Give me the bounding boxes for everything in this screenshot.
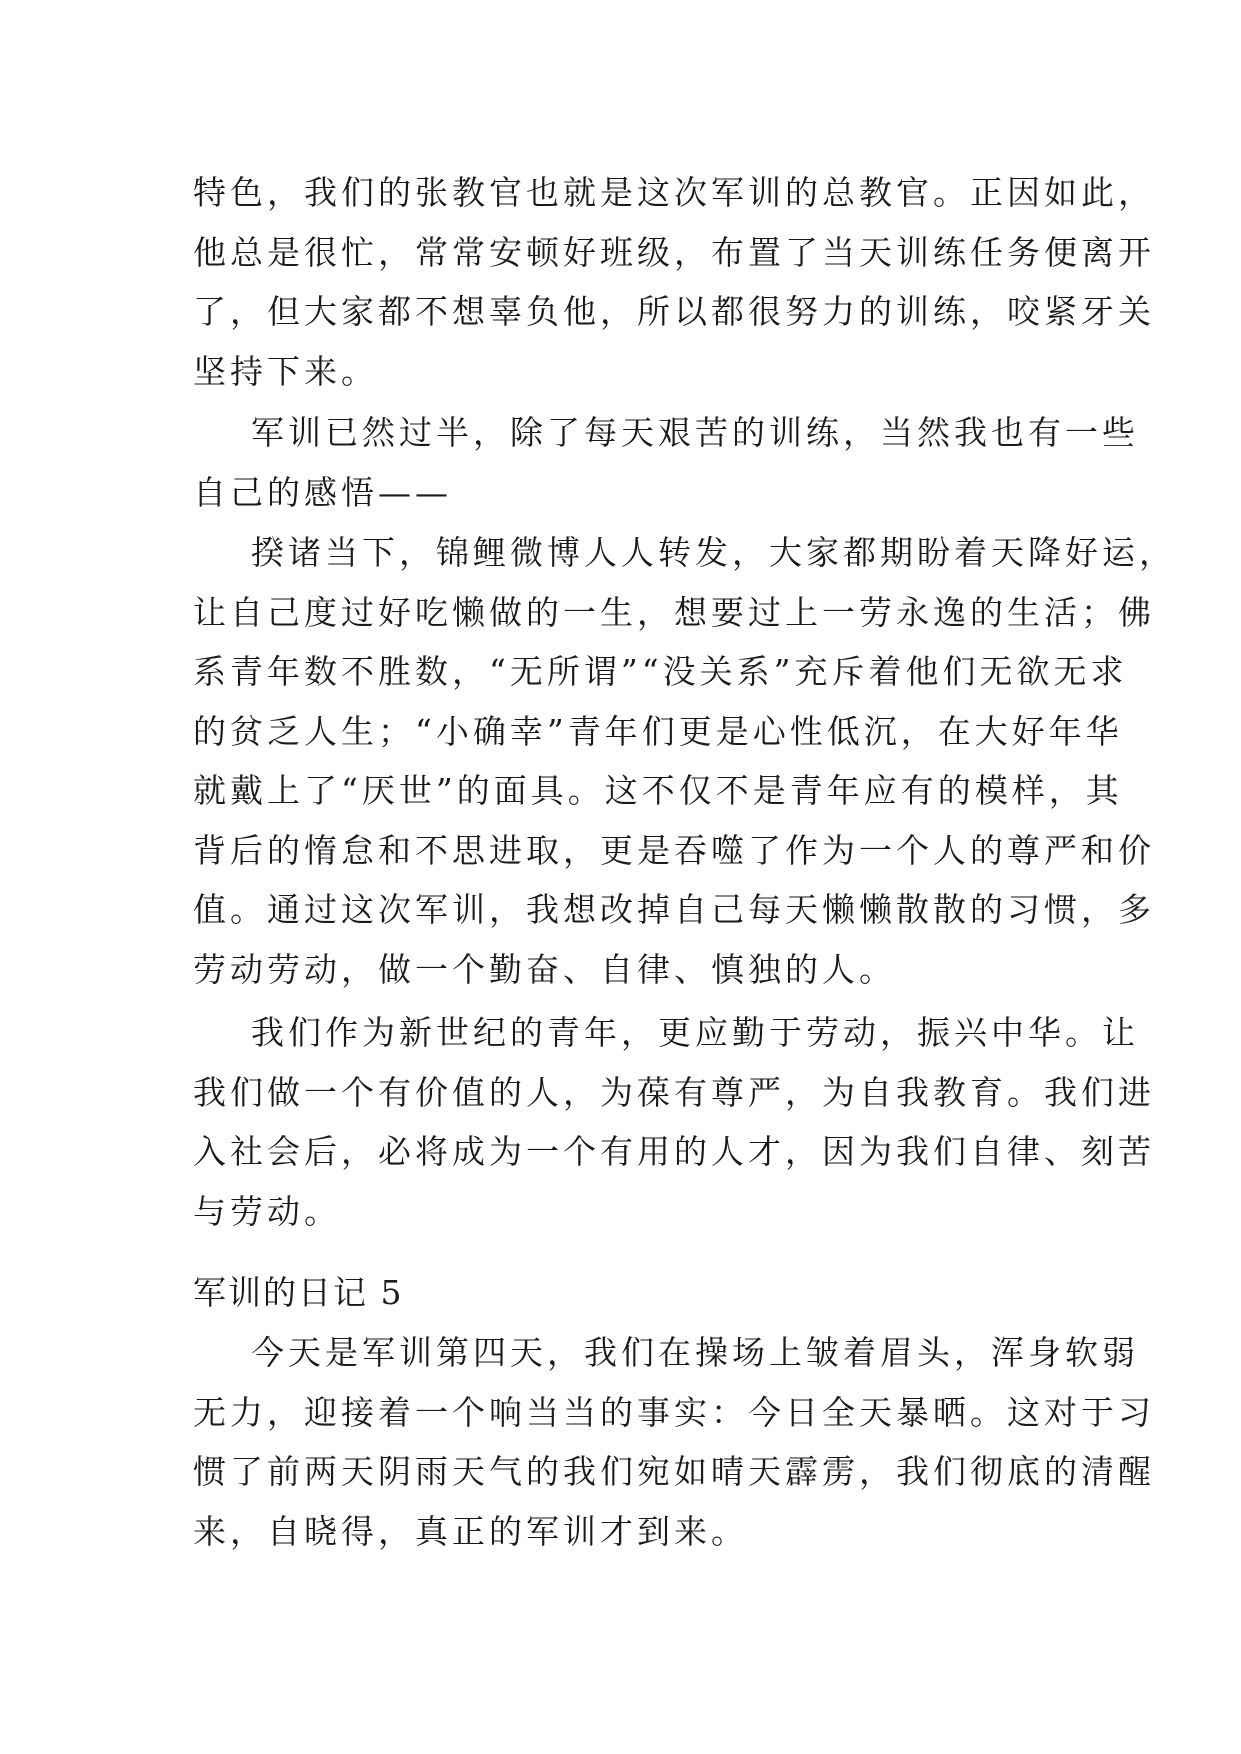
paragraph-reflection: 揆诸当下，锦鲤微博人人转发，大家都期盼着天降好运， 让自己度过好吃懒做的一生，想要过上一劳永逸的生活；佛 系青年数不胜数，“无所谓”“没关系”充斥着他们无欲无求 的贫乏人生；“小确幸”青年们更是心性低沉，在大好年华 就戴上了“厌世”的面具。这不仅不是青年应有的模样，其 背后的惰怠和不思进取，更是吞噬了作为一个人的尊严和价 值。通过这次军训，我想改掉自己每天懒懒散散的习惯，多 劳动劳动，做一个勤奋、自律、慎独的人。 <box>193 533 1176 989</box>
paragraph-conclusion: 我们作为新世纪的青年，更应勤于劳动，振兴中华。让 我们做一个有价值的人，为葆有尊严，为自我教育。我们进 入社会后，必将成为一个有用的人才，因为我们自律、刻苦 与劳动。 <box>193 1013 1155 1231</box>
paragraph-continuation: 特色，我们的张教官也就是这次军训的总教官。正因如此， 他总是很忙，常常安顿好班级，布置了当天训练任务便离开 了，但大家都不想辜负他，所以都很努力的训练，咬紧牙关 坚持下来。 <box>193 173 1155 391</box>
paragraph-training-halfway: 军训已然过半，除了每天艰苦的训练，当然我也有一些 自己的感悟—— <box>193 413 1139 512</box>
paragraph-diary-5: 今天是军训第四天，我们在操场上皱着眉头，浑身软弱 无力，迎接着一个响当当的事实：今日全天暴晒。这对于习 惯了前两天阴雨天气的我们宛如晴天霹雳，我们彻底的清醒 来，自晓得，真正的军训才到来。 <box>193 1333 1155 1551</box>
section-title: 军训的日记 5 <box>193 1273 404 1312</box>
